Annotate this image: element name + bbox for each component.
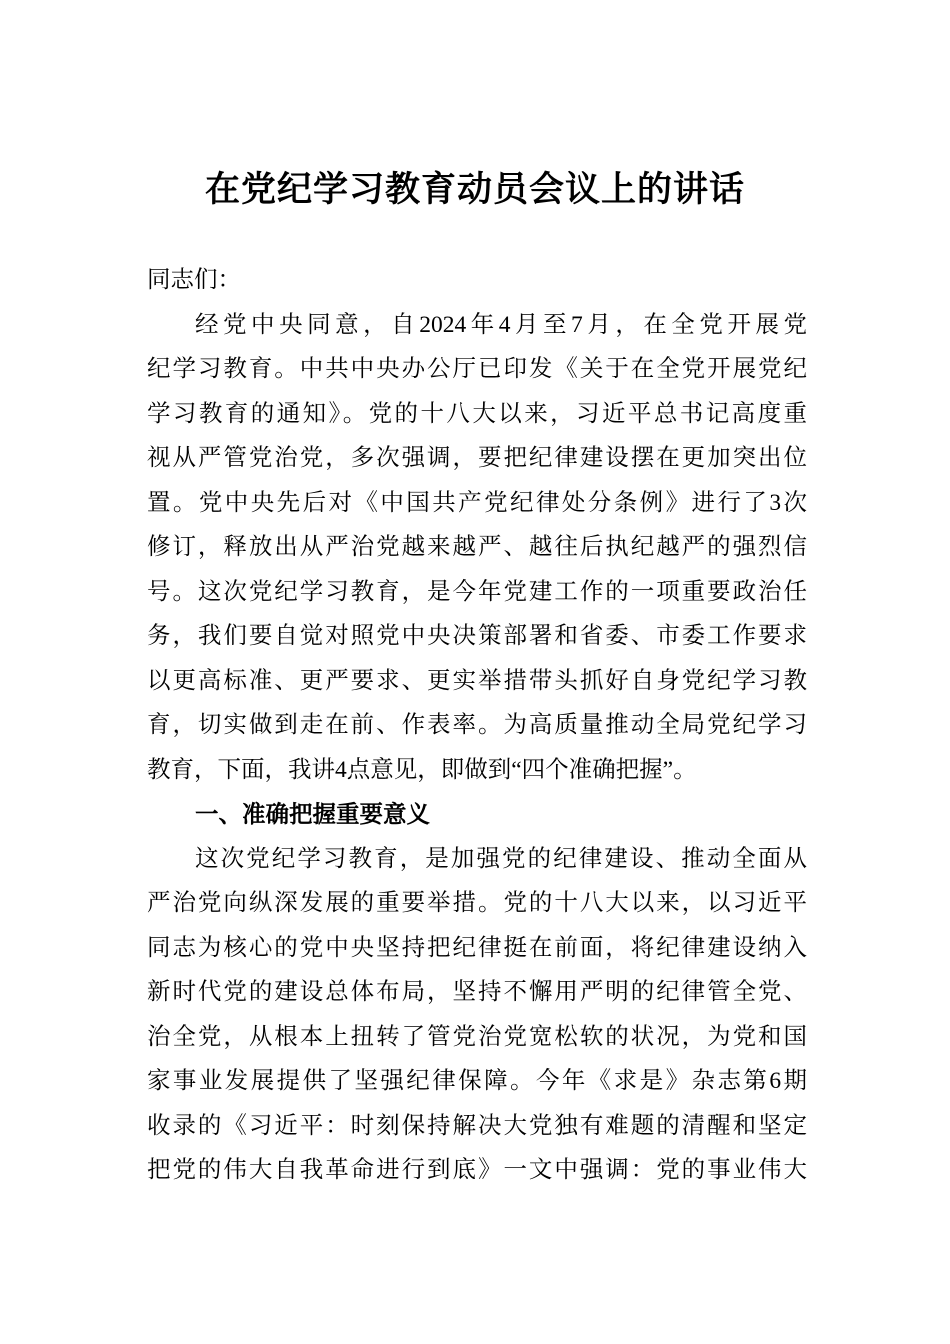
salutation: 同志们： xyxy=(147,267,241,293)
text-line: 以更高标准、更严要求、更实举措带头抓好自身党纪学习教 xyxy=(147,667,807,694)
text-line: 纪学习教育。中共中央办公厅已印发《关于在全党开展党纪 xyxy=(147,356,807,382)
paragraph-1 xyxy=(147,303,807,793)
text-line: 家事业发展提供了坚强纪律保障。今年《求是》杂志第6期 xyxy=(147,1068,807,1094)
text-line: 教育，下面，我讲4点意见，即做到“四个准确把握”。 xyxy=(147,756,697,783)
document-title: 在党纪学习教育动员会议上的讲话 xyxy=(204,170,745,209)
text-line: 新时代党的建设总体布局，坚持不懈用严明的纪律管全党、 xyxy=(147,979,807,1005)
text-line: 治全党，从根本上扭转了管党治党宽松软的状况，为党和国 xyxy=(147,1023,807,1050)
paragraph-2 xyxy=(147,837,807,1193)
section-heading-1: 一、准确把握重要意义 xyxy=(195,800,430,828)
text-line: 务，我们要自觉对照党中央决策部署和省委、市委工作要求 xyxy=(147,623,807,649)
text-line: 严治党向纵深发展的重要举措。党的十八大以来，以习近平 xyxy=(147,890,807,916)
text-line: 经党中央同意，自2024年4月至7月，在全党开展党 xyxy=(195,311,807,338)
text-line: 同志为核心的党中央坚持把纪律挺在前面，将纪律建设纳入 xyxy=(147,934,807,961)
text-line: 这次党纪学习教育，是加强党的纪律建设、推动全面从 xyxy=(195,845,807,872)
document-body xyxy=(147,258,807,1193)
text-line: 育，切实做到走在前、作表率。为高质量推动全局党纪学习 xyxy=(147,712,807,738)
text-line: 修订，释放出从严治党越来越严、越往后执纪越严的强烈信 xyxy=(147,534,807,560)
text-line: 置。党中央先后对《中国共产党纪律处分条例》进行了3次 xyxy=(147,489,807,516)
text-line: 学习教育的通知》。党的十八大以来，习近平总书记高度重 xyxy=(147,400,807,427)
text-line: 号。这次党纪学习教育，是今年党建工作的一项重要政治任 xyxy=(147,578,807,605)
text-line: 视从严管党治党，多次强调，要把纪律建设摆在更加突出位 xyxy=(147,445,807,471)
text-line: 把党的伟大自我革命进行到底》一文中强调：党的事业伟大 xyxy=(147,1157,807,1183)
text-line: 收录的《习近平：时刻保持解决大党独有难题的清醒和坚定 xyxy=(147,1112,807,1139)
